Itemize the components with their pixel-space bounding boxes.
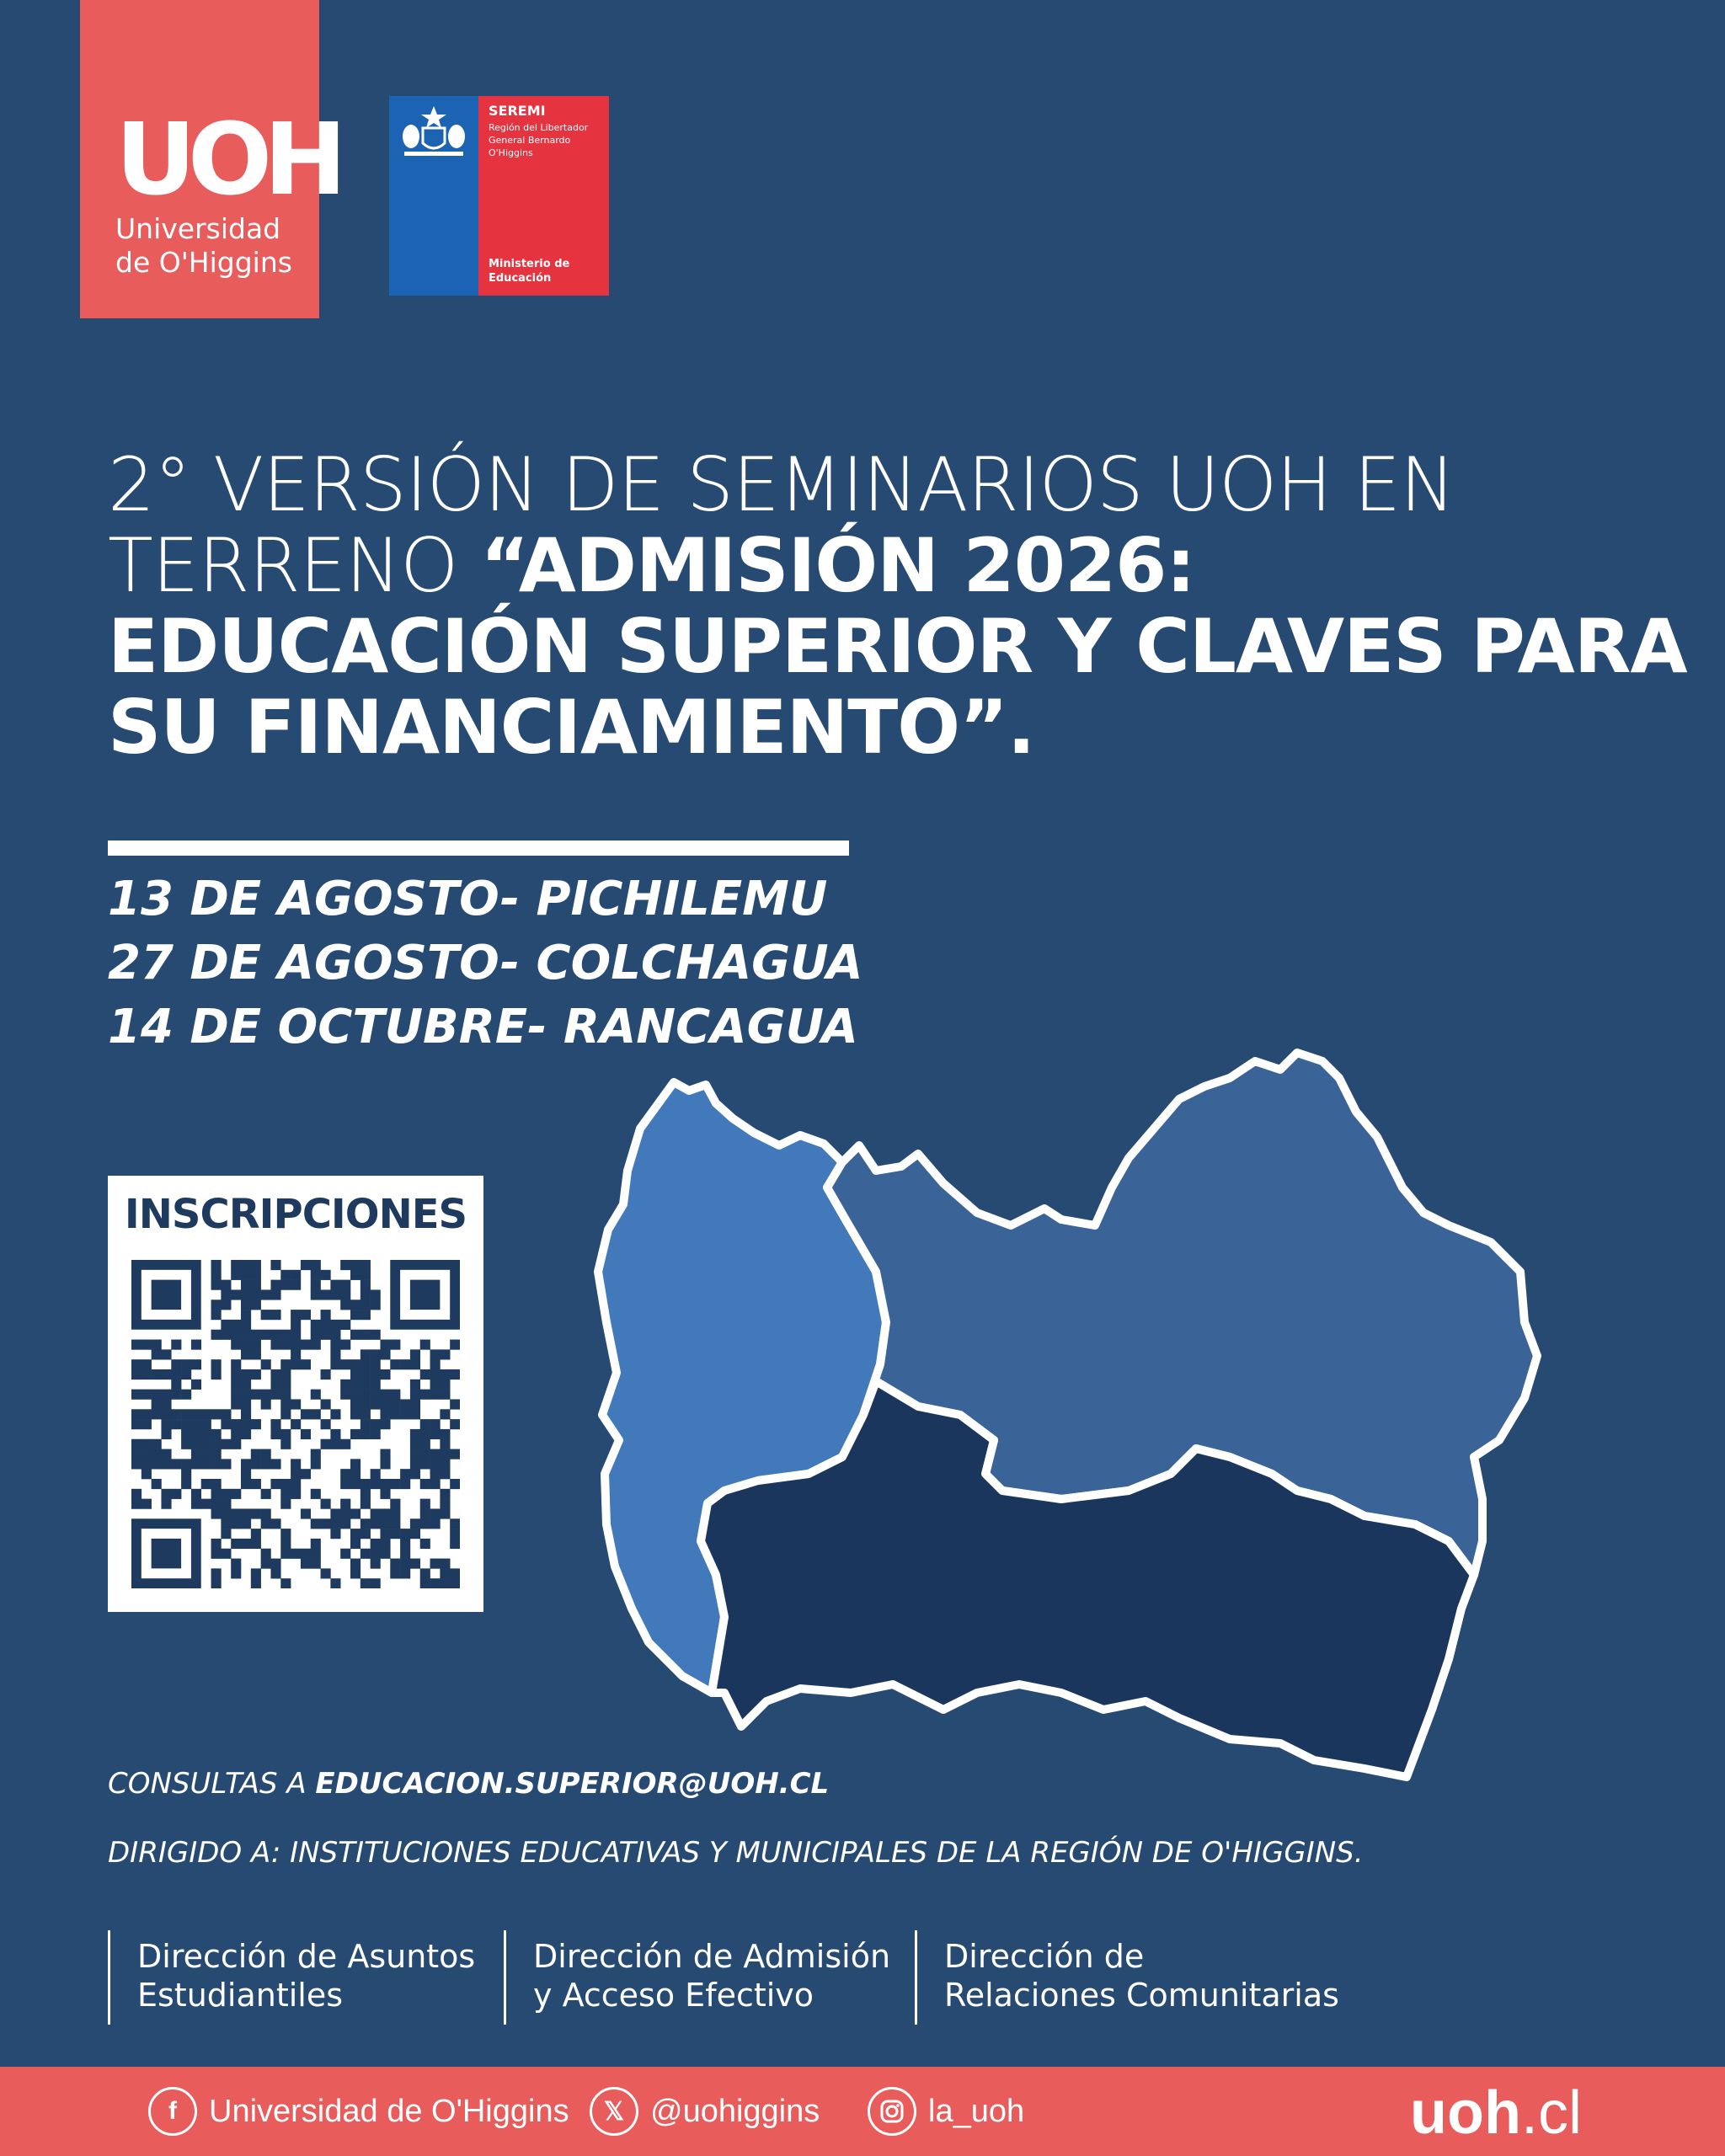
website-rest: .cl bbox=[1521, 2079, 1582, 2147]
event-date-item: 13 DE AGOSTO- PICHILEMU bbox=[108, 872, 828, 926]
contact-prefix: CONSULTAS A bbox=[108, 1767, 316, 1801]
department-admission bbox=[504, 1930, 915, 2025]
registration-qr-card[interactable] bbox=[108, 1176, 483, 1612]
social-bar bbox=[0, 2067, 1725, 2156]
registration-label: INSCRIPCIONES bbox=[124, 1191, 467, 1238]
facebook-icon: f bbox=[148, 2087, 197, 2136]
department-community-relations bbox=[915, 1930, 1420, 2025]
seremi-title: SEREMI bbox=[489, 103, 546, 119]
audience-line: DIRIGIDO A: INSTITUCIONES EDUCATIVAS Y MUNICIPALES DE LA REGIÓN DE O'HIGGINS. bbox=[108, 1836, 1364, 1870]
uoh-logo-mark: UOH bbox=[115, 101, 339, 217]
social-x-link[interactable] bbox=[590, 2085, 820, 2137]
x-handle: @uohiggins bbox=[650, 2093, 820, 2129]
event-date-item: 14 DE OCTUBRE- RANCAGUA bbox=[108, 1000, 858, 1054]
title-light-part: 2° VERSIÓN DE SEMINARIOS UOH EN TERRENO bbox=[108, 441, 1455, 609]
social-facebook-link[interactable] bbox=[148, 2085, 569, 2137]
instagram-handle: la_uoh bbox=[928, 2093, 1025, 2129]
title-divider bbox=[108, 841, 849, 856]
x-icon: 𝕏 bbox=[590, 2087, 638, 2136]
department-line: Estudiantiles bbox=[137, 1977, 344, 2014]
department-line: Dirección de Admisión bbox=[533, 1938, 891, 1975]
instagram-icon bbox=[868, 2087, 916, 2136]
website-link[interactable] bbox=[1410, 2079, 1582, 2148]
contact-line bbox=[108, 1767, 829, 1801]
department-line: y Acceso Efectivo bbox=[533, 1977, 814, 2014]
coat-of-arms-icon bbox=[398, 103, 470, 162]
department-line: Dirección de bbox=[944, 1938, 1145, 1975]
seremi-ministry: Ministerio de Educación bbox=[489, 258, 570, 285]
uoh-logo bbox=[80, 0, 339, 318]
title-bold-part: “ADMISIÓN 2026: EDUCACIÓN SUPERIOR Y CLAVES PARA SU FINANCIAMIENTO”. bbox=[108, 522, 1687, 771]
uoh-logo-name bbox=[115, 212, 292, 280]
region-map bbox=[556, 1019, 1685, 1802]
uoh-name-line2: de O'Higgins bbox=[115, 246, 292, 279]
website-bold: uoh bbox=[1410, 2079, 1521, 2147]
uoh-name-line1: Universidad bbox=[115, 212, 281, 245]
facebook-handle: Universidad de O'Higgins bbox=[209, 2093, 569, 2129]
social-instagram-link[interactable] bbox=[868, 2085, 1024, 2137]
department-line: Dirección de Asuntos bbox=[137, 1938, 476, 1975]
contact-email-link[interactable]: EDUCACION.SUPERIOR@UOH.CL bbox=[315, 1767, 830, 1801]
seremi-region: Región del Libertador General Bernardo O'Higgins bbox=[489, 122, 589, 158]
qr-code[interactable] bbox=[131, 1260, 460, 1588]
department-line: Relaciones Comunitarias bbox=[944, 1977, 1339, 2014]
event-date-item: 27 DE AGOSTO- COLCHAGUA bbox=[108, 936, 863, 990]
page-title bbox=[108, 441, 1691, 771]
department-student-affairs bbox=[108, 1930, 504, 2025]
seremi-logo bbox=[389, 96, 609, 296]
